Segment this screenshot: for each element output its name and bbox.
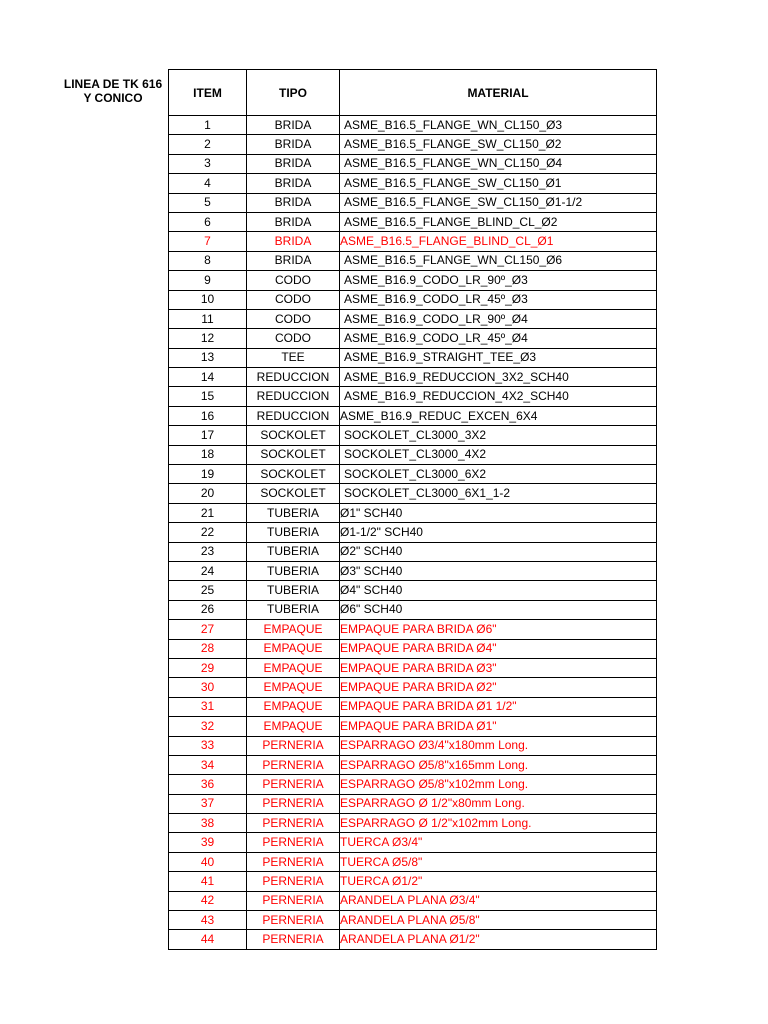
table-row <box>169 852 657 871</box>
table-row <box>169 503 657 522</box>
cell-item: 1 <box>169 116 247 135</box>
cell-tipo: REDUCCION <box>247 406 340 425</box>
material-text: EMPAQUE PARA BRIDA Ø2" <box>340 680 497 695</box>
material-text: ARANDELA PLANA Ø5/8" <box>340 912 480 927</box>
cell-item: 21 <box>169 503 247 522</box>
cell-item: 5 <box>169 193 247 212</box>
table-row <box>169 930 657 949</box>
table-row <box>169 290 657 309</box>
cell-item: 18 <box>169 445 247 464</box>
cell-material <box>340 639 657 658</box>
cell-item: 32 <box>169 717 247 736</box>
cell-material <box>340 814 657 833</box>
material-text: ASME_B16.5_FLANGE_SW_CL150_Ø1-1/2 <box>344 195 583 210</box>
cell-material <box>340 135 657 154</box>
header-material: MATERIAL <box>340 70 657 116</box>
table-row <box>169 911 657 930</box>
material-text: ESPARRAGO Ø3/4"x180mm Long. <box>340 738 529 753</box>
cell-material <box>340 193 657 212</box>
cell-tipo: BRIDA <box>247 154 340 173</box>
table-row <box>169 348 657 367</box>
table-row <box>169 445 657 464</box>
cell-tipo: CODO <box>247 309 340 328</box>
cell-material <box>340 484 657 503</box>
material-text: ASME_B16.5_FLANGE_WN_CL150_Ø3 <box>344 117 563 132</box>
material-text: ESPARRAGO Ø 1/2"x80mm Long. <box>340 796 525 811</box>
material-text: TUERCA Ø5/8" <box>340 854 423 869</box>
material-text: ESPARRAGO Ø 1/2"x102mm Long. <box>340 815 532 830</box>
cell-tipo: SOCKOLET <box>247 426 340 445</box>
material-text: Ø1-1/2" SCH40 <box>340 524 423 539</box>
material-text: EMPAQUE PARA BRIDA Ø4" <box>340 641 497 656</box>
cell-material <box>340 775 657 794</box>
cell-tipo: CODO <box>247 329 340 348</box>
table-row <box>169 581 657 600</box>
material-text: Ø1" SCH40 <box>340 505 403 520</box>
cell-tipo: TUBERIA <box>247 523 340 542</box>
table-body <box>169 116 657 950</box>
table-row <box>169 523 657 542</box>
cell-item: 15 <box>169 387 247 406</box>
table-row <box>169 232 657 251</box>
cell-material <box>340 232 657 251</box>
cell-material <box>340 290 657 309</box>
cell-material <box>340 658 657 677</box>
cell-material <box>340 465 657 484</box>
table-row <box>169 193 657 212</box>
table-row <box>169 251 657 270</box>
table-row <box>169 620 657 639</box>
cell-material <box>340 368 657 387</box>
cell-material <box>340 755 657 774</box>
table-row <box>169 794 657 813</box>
table-row <box>169 271 657 290</box>
cell-material <box>340 154 657 173</box>
cell-tipo: SOCKOLET <box>247 484 340 503</box>
cell-tipo: PERNERIA <box>247 736 340 755</box>
cell-item: 37 <box>169 794 247 813</box>
table-row <box>169 872 657 891</box>
cell-item: 13 <box>169 348 247 367</box>
cell-tipo: TEE <box>247 348 340 367</box>
material-text: ASME_B16.9_CODO_LR_90º_Ø3 <box>344 272 528 287</box>
table-row <box>169 116 657 135</box>
material-text: ASME_B16.9_STRAIGHT_TEE_Ø3 <box>344 350 537 365</box>
cell-material <box>340 852 657 871</box>
cell-item: 41 <box>169 872 247 891</box>
cell-item: 20 <box>169 484 247 503</box>
cell-tipo: EMPAQUE <box>247 658 340 677</box>
cell-tipo: TUBERIA <box>247 561 340 580</box>
cell-tipo: TUBERIA <box>247 600 340 619</box>
cell-material <box>340 581 657 600</box>
cell-material <box>340 271 657 290</box>
cell-material <box>340 251 657 270</box>
cell-material <box>340 600 657 619</box>
material-text: ESPARRAGO Ø5/8"x102mm Long. <box>340 776 529 791</box>
cell-item: 30 <box>169 678 247 697</box>
cell-item: 9 <box>169 271 247 290</box>
cell-tipo: PERNERIA <box>247 852 340 871</box>
material-text: ASME_B16.9_CODO_LR_45º_Ø4 <box>344 330 528 345</box>
table-row <box>169 329 657 348</box>
cell-material <box>340 697 657 716</box>
cell-material <box>340 426 657 445</box>
cell-tipo: BRIDA <box>247 116 340 135</box>
cell-material <box>340 794 657 813</box>
table-row <box>169 406 657 425</box>
cell-item: 10 <box>169 290 247 309</box>
cell-material <box>340 445 657 464</box>
cell-material <box>340 523 657 542</box>
material-text: EMPAQUE PARA BRIDA Ø3" <box>340 660 497 675</box>
table-row <box>169 814 657 833</box>
material-text: ESPARRAGO Ø5/8"x165mm Long. <box>340 757 529 772</box>
material-text: ASME_B16.5_FLANGE_WN_CL150_Ø6 <box>344 253 563 268</box>
cell-material <box>340 309 657 328</box>
table-row <box>169 717 657 736</box>
cell-material <box>340 329 657 348</box>
cell-tipo: EMPAQUE <box>247 717 340 736</box>
cell-material <box>340 930 657 949</box>
side-title <box>58 77 168 105</box>
cell-tipo: PERNERIA <box>247 794 340 813</box>
cell-item: 7 <box>169 232 247 251</box>
cell-tipo: EMPAQUE <box>247 639 340 658</box>
cell-item: 24 <box>169 561 247 580</box>
cell-material <box>340 174 657 193</box>
cell-tipo: SOCKOLET <box>247 465 340 484</box>
cell-material <box>340 891 657 910</box>
cell-material <box>340 872 657 891</box>
cell-tipo: CODO <box>247 271 340 290</box>
material-text: SOCKOLET_CL3000_4X2 <box>344 447 487 462</box>
cell-tipo: PERNERIA <box>247 930 340 949</box>
table-row <box>169 387 657 406</box>
header-tipo: TIPO <box>247 70 340 116</box>
cell-material <box>340 911 657 930</box>
cell-item: 4 <box>169 174 247 193</box>
material-text: SOCKOLET_CL3000_6X1_1-2 <box>344 486 511 501</box>
table-row <box>169 736 657 755</box>
table-row <box>169 639 657 658</box>
header-item: ITEM <box>169 70 247 116</box>
cell-item: 11 <box>169 309 247 328</box>
table-row <box>169 484 657 503</box>
cell-item: 33 <box>169 736 247 755</box>
material-text: ASME_B16.5_FLANGE_WN_CL150_Ø4 <box>344 156 563 171</box>
material-text: Ø3" SCH40 <box>340 563 403 578</box>
table-header-row <box>169 70 657 116</box>
cell-material <box>340 348 657 367</box>
table-row <box>169 309 657 328</box>
material-text: TUERCA Ø1/2" <box>340 873 423 888</box>
table-row <box>169 154 657 173</box>
cell-material <box>340 406 657 425</box>
cell-material <box>340 503 657 522</box>
material-text: ARANDELA PLANA Ø1/2" <box>340 932 480 947</box>
cell-item: 8 <box>169 251 247 270</box>
cell-item: 36 <box>169 775 247 794</box>
cell-item: 29 <box>169 658 247 677</box>
cell-material <box>340 561 657 580</box>
cell-item: 2 <box>169 135 247 154</box>
cell-tipo: BRIDA <box>247 174 340 193</box>
material-text: Ø6" SCH40 <box>340 602 403 617</box>
material-text: SOCKOLET_CL3000_3X2 <box>344 427 487 442</box>
material-text: EMPAQUE PARA BRIDA Ø6" <box>340 621 497 636</box>
material-text: ASME_B16.5_FLANGE_SW_CL150_Ø2 <box>344 137 562 152</box>
cell-tipo: PERNERIA <box>247 775 340 794</box>
cell-tipo: PERNERIA <box>247 814 340 833</box>
material-text: ASME_B16.5_FLANGE_BLIND_CL_Ø2 <box>344 214 558 229</box>
cell-tipo: BRIDA <box>247 135 340 154</box>
cell-item: 19 <box>169 465 247 484</box>
cell-tipo: EMPAQUE <box>247 697 340 716</box>
table-row <box>169 212 657 231</box>
table-row <box>169 561 657 580</box>
cell-item: 23 <box>169 542 247 561</box>
cell-item: 22 <box>169 523 247 542</box>
table-row <box>169 833 657 852</box>
cell-item: 25 <box>169 581 247 600</box>
table-row <box>169 174 657 193</box>
cell-material <box>340 387 657 406</box>
cell-item: 39 <box>169 833 247 852</box>
table-row <box>169 775 657 794</box>
cell-tipo: BRIDA <box>247 193 340 212</box>
table-row <box>169 891 657 910</box>
table-row <box>169 658 657 677</box>
table-row <box>169 600 657 619</box>
material-text: ASME_B16.9_CODO_LR_45º_Ø3 <box>344 292 528 307</box>
material-text: Ø2" SCH40 <box>340 544 403 559</box>
cell-tipo: PERNERIA <box>247 833 340 852</box>
cell-item: 26 <box>169 600 247 619</box>
table-row <box>169 542 657 561</box>
material-text: ARANDELA PLANA Ø3/4" <box>340 893 480 908</box>
table-row <box>169 465 657 484</box>
cell-item: 43 <box>169 911 247 930</box>
cell-material <box>340 678 657 697</box>
cell-tipo: PERNERIA <box>247 872 340 891</box>
cell-material <box>340 717 657 736</box>
materials-table <box>168 69 657 950</box>
material-text: ASME_B16.9_REDUCCION_4X2_SCH40 <box>344 389 569 404</box>
material-text: ASME_B16.5_FLANGE_BLIND_CL_Ø1 <box>340 234 554 249</box>
cell-tipo: EMPAQUE <box>247 620 340 639</box>
cell-item: 16 <box>169 406 247 425</box>
material-text: EMPAQUE PARA BRIDA Ø1" <box>340 718 497 733</box>
cell-material <box>340 116 657 135</box>
cell-item: 40 <box>169 852 247 871</box>
table-row <box>169 368 657 387</box>
cell-item: 38 <box>169 814 247 833</box>
cell-item: 6 <box>169 212 247 231</box>
cell-item: 14 <box>169 368 247 387</box>
cell-material <box>340 736 657 755</box>
material-text: EMPAQUE PARA BRIDA Ø1 1/2" <box>340 699 517 714</box>
cell-item: 17 <box>169 426 247 445</box>
cell-material <box>340 212 657 231</box>
table-row <box>169 678 657 697</box>
cell-item: 44 <box>169 930 247 949</box>
cell-tipo: REDUCCION <box>247 387 340 406</box>
cell-tipo: EMPAQUE <box>247 678 340 697</box>
cell-material <box>340 833 657 852</box>
cell-tipo: PERNERIA <box>247 891 340 910</box>
cell-tipo: PERNERIA <box>247 911 340 930</box>
side-title-line-2: Y CONICO <box>83 91 143 105</box>
table-row <box>169 426 657 445</box>
cell-item: 31 <box>169 697 247 716</box>
material-text: ASME_B16.9_REDUC_EXCEN_6X4 <box>340 408 538 423</box>
cell-tipo: CODO <box>247 290 340 309</box>
cell-tipo: PERNERIA <box>247 755 340 774</box>
material-text: TUERCA Ø3/4" <box>340 835 423 850</box>
cell-tipo: BRIDA <box>247 232 340 251</box>
material-text: ASME_B16.5_FLANGE_SW_CL150_Ø1 <box>344 175 562 190</box>
cell-item: 3 <box>169 154 247 173</box>
cell-tipo: TUBERIA <box>247 503 340 522</box>
cell-tipo: TUBERIA <box>247 542 340 561</box>
material-text: SOCKOLET_CL3000_6X2 <box>344 466 487 481</box>
cell-item: 28 <box>169 639 247 658</box>
table-row <box>169 755 657 774</box>
material-text: ASME_B16.9_REDUCCION_3X2_SCH40 <box>344 369 569 384</box>
cell-material <box>340 620 657 639</box>
cell-tipo: BRIDA <box>247 212 340 231</box>
table-row <box>169 697 657 716</box>
cell-tipo: BRIDA <box>247 251 340 270</box>
cell-item: 34 <box>169 755 247 774</box>
cell-tipo: REDUCCION <box>247 368 340 387</box>
cell-item: 27 <box>169 620 247 639</box>
cell-material <box>340 542 657 561</box>
material-text: ASME_B16.9_CODO_LR_90º_Ø4 <box>344 311 528 326</box>
side-title-line-1: LINEA DE TK 616 <box>63 77 163 91</box>
cell-tipo: SOCKOLET <box>247 445 340 464</box>
table-row <box>169 135 657 154</box>
cell-tipo: TUBERIA <box>247 581 340 600</box>
material-text: Ø4" SCH40 <box>340 583 403 598</box>
cell-item: 12 <box>169 329 247 348</box>
cell-item: 42 <box>169 891 247 910</box>
